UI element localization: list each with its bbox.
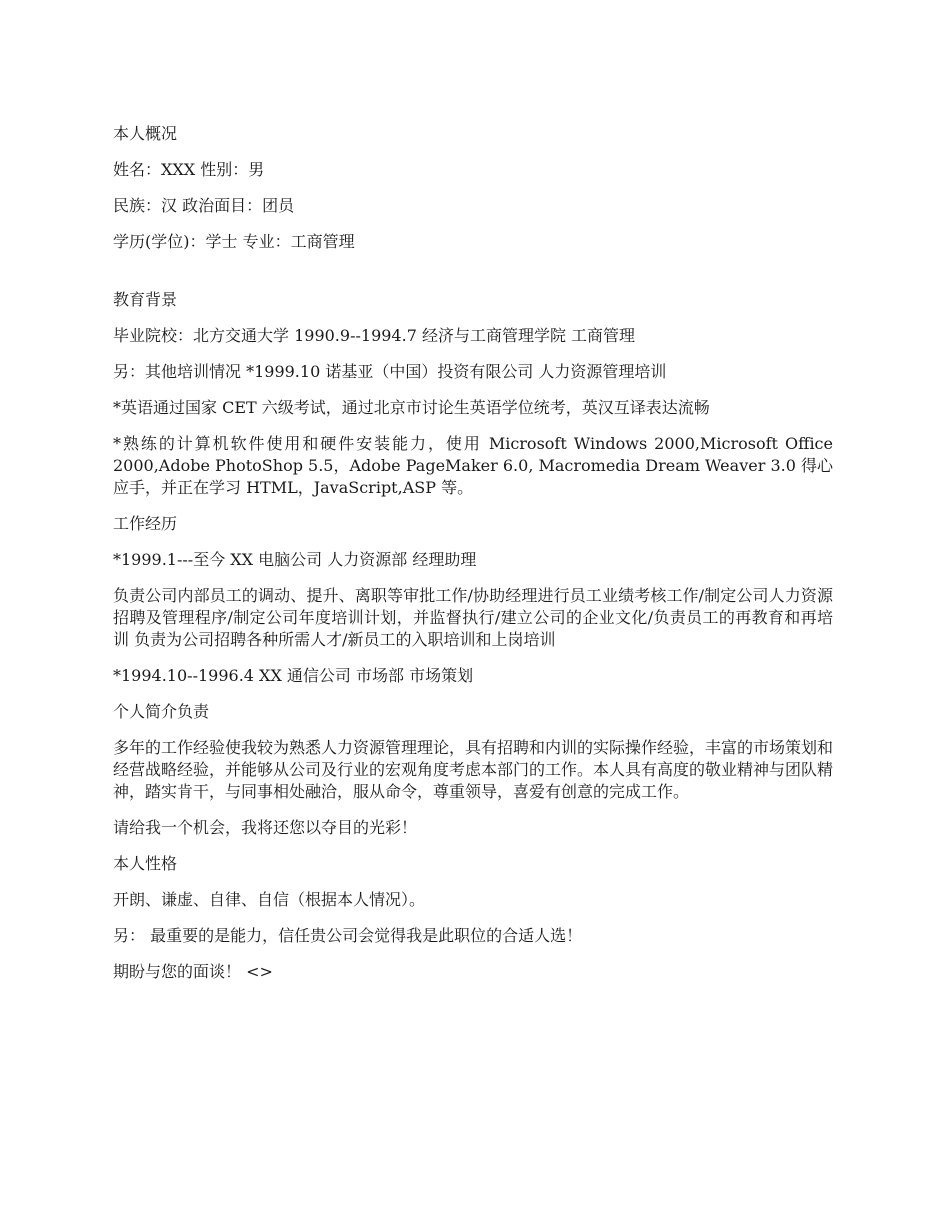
resume-document (113, 123, 833, 997)
overview-heading: 本人概况 (113, 124, 178, 143)
ethnicity-politics-line: 民族：汉 政治面目：团员 (113, 196, 295, 215)
closing-line: 期盼与您的面谈！ <> (113, 962, 273, 981)
profile-summary: 多年的工作经验使我较为熟悉人力资源管理理论，具有招聘和内训的实际操作经验，丰富的市场策划和经营战略经验，并能够从公司及行业的宏观角度考虑本部门的工作。本人具有高度的敬业精神与团队精神，踏实肯干，与同事相处融洽，服从命令，尊重领导，喜爱有创意的完成工作。 (113, 738, 834, 801)
job1-title: *1999.1---至今 XX 电脑公司 人力资源部 经理助理 (113, 550, 477, 569)
degree-major-line: 学历(学位)：学士 专业：工商管理 (113, 232, 355, 251)
job1-description: 负责公司内部员工的调动、提升、离职等审批工作/协助经理进行员工业绩考核工作/制定公司人力资源招聘及管理程序/制定公司年度培训计划，并监督执行/建立公司的企业文化/负责员工的再教育和再培训 负责为公司招聘各种所需人才/新员工的入职培训和上岗培训 (113, 586, 833, 649)
section-spacer (113, 267, 833, 289)
profile-request: 请给我一个机会，我将还您以夺目的光彩！ (113, 818, 418, 837)
profile-heading: 个人简介负责 (113, 702, 210, 721)
personality-note: 另： 最重要的是能力，信任贵公司会觉得我是此职位的合适人选！ (113, 926, 583, 945)
work-heading: 工作经历 (113, 514, 178, 533)
personality-heading: 本人性格 (113, 854, 178, 873)
training-line: 另：其他培训情况 *1999.10 诺基亚（中国）投资有限公司 人力资源管理培训 (113, 362, 667, 381)
name-gender-line: 姓名：XXX 性别：男 (113, 160, 265, 179)
education-heading: 教育背景 (113, 290, 178, 309)
school-line: 毕业院校：北方交通大学 1990.9--1994.7 经济与工商管理学院 工商管理 (113, 326, 636, 345)
english-line: *英语通过国家 CET 六级考试，通过北京市讨论生英语学位统考，英汉互译表达流畅 (113, 398, 710, 417)
personality-traits: 开朗、谦虚、自律、自信（根据本人情况）。 (113, 890, 426, 909)
job2-title: *1994.10--1996.4 XX 通信公司 市场部 市场策划 (113, 666, 474, 685)
computer-skills-paragraph: *熟练的计算机软件使用和硬件安装能力，使用 Microsoft Windows 2000,Microsoft Office 2000,Adobe PhotoShop 5.5，Adobe PageMaker 6.0, Macromedia Dream Weaver 3.0 得心应手，并正在学习 HTML，JavaScript,ASP 等。 (113, 434, 833, 497)
